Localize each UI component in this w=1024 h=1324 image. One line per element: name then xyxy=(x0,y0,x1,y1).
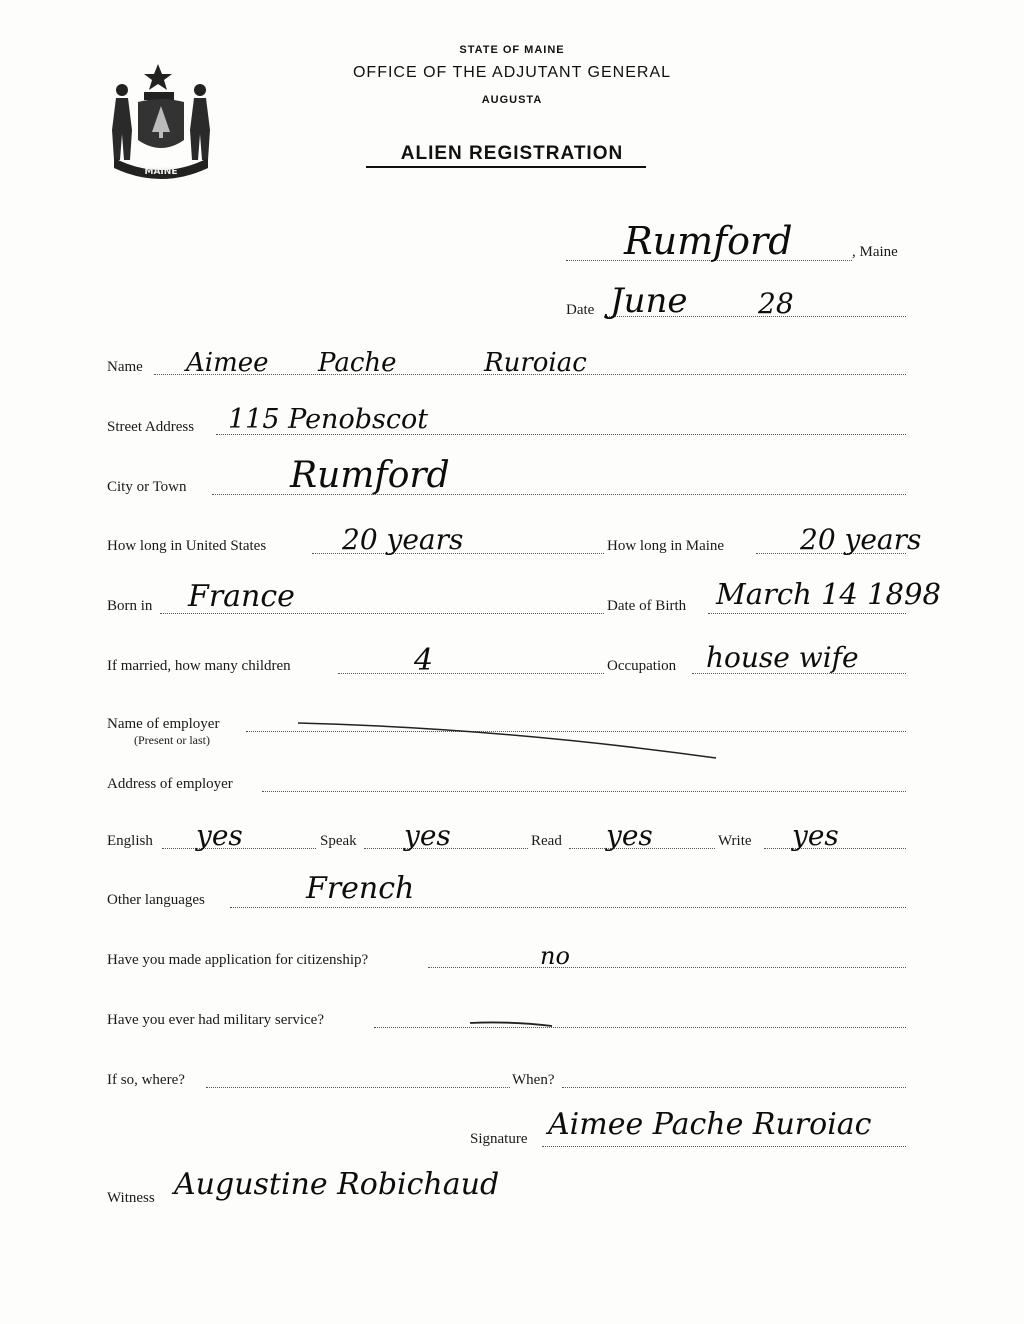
maine-duration-label: How long in Maine xyxy=(607,538,725,554)
signature-dotted-line xyxy=(542,1146,906,1147)
children-label: If married, how many children xyxy=(107,658,291,674)
street-entry: 115 Penobscot xyxy=(228,404,429,435)
signature-label: Signature xyxy=(470,1131,528,1147)
form-title: ALIEN REGISTRATION xyxy=(400,143,624,164)
where-dotted-line xyxy=(206,1087,510,1088)
city-label: City or Town xyxy=(107,479,187,495)
date-month-entry: June xyxy=(610,281,688,321)
citizenship-entry: no xyxy=(540,942,570,970)
employer-note: (Present or last) xyxy=(134,733,210,747)
other-languages-label: Other languages xyxy=(107,892,205,908)
name-last-entry: Ruroiac xyxy=(484,348,587,378)
occupation-entry: house wife xyxy=(706,641,859,674)
dob-entry: March 14 1898 xyxy=(716,577,941,611)
us-duration-label: How long in United States xyxy=(107,538,267,554)
when-dotted-line xyxy=(562,1087,906,1088)
military-service-label: Have you ever had military service? xyxy=(107,1012,324,1028)
speak-label: Speak xyxy=(320,833,357,849)
city-heading: AUGUSTA xyxy=(481,94,543,106)
witness-entry: Augustine Robichaud xyxy=(174,1167,500,1202)
citizenship-label: Have you made application for citizenship? xyxy=(107,952,369,968)
office-heading: OFFICE OF THE ADJUTANT GENERAL xyxy=(352,64,672,81)
born-in-entry: France xyxy=(188,579,295,614)
write-label: Write xyxy=(718,833,752,849)
born-in-label: Born in xyxy=(107,598,153,614)
where-label: If so, where? xyxy=(107,1072,185,1088)
english-entry: yes xyxy=(196,819,243,852)
city-entry: Rumford xyxy=(290,455,450,496)
occupation-label: Occupation xyxy=(607,658,677,674)
speak-entry: yes xyxy=(404,819,451,852)
read-entry: yes xyxy=(606,819,653,852)
maine-duration-entry: 20 years xyxy=(800,523,922,556)
name-first-entry: Aimee xyxy=(186,348,269,378)
signature-entry: Aimee Pache Ruroiac xyxy=(548,1107,872,1142)
english-label: English xyxy=(107,833,153,849)
date-label: Date xyxy=(566,302,595,318)
street-address-label: Street Address xyxy=(107,419,195,435)
svg-text:MAINE: MAINE xyxy=(144,167,178,177)
witness-label: Witness xyxy=(107,1190,155,1206)
employer-label: Name of employer xyxy=(107,716,220,732)
date-day-entry: 28 xyxy=(758,287,794,320)
when-label: When? xyxy=(512,1072,555,1088)
children-entry: 4 xyxy=(414,643,434,678)
write-entry: yes xyxy=(792,819,839,852)
date-of-birth-label: Date of Birth xyxy=(607,598,687,614)
town-entry: Rumford xyxy=(624,219,793,263)
other-languages-entry: French xyxy=(306,871,415,906)
state-heading: STATE OF MAINE xyxy=(459,44,565,56)
employer-address-label: Address of employer xyxy=(107,776,233,792)
name-label: Name xyxy=(107,359,143,375)
us-duration-entry: 20 years xyxy=(342,523,464,556)
name-middle-entry: Pache xyxy=(318,348,397,378)
town-suffix-label: , Maine xyxy=(852,244,898,260)
read-label: Read xyxy=(531,833,562,849)
